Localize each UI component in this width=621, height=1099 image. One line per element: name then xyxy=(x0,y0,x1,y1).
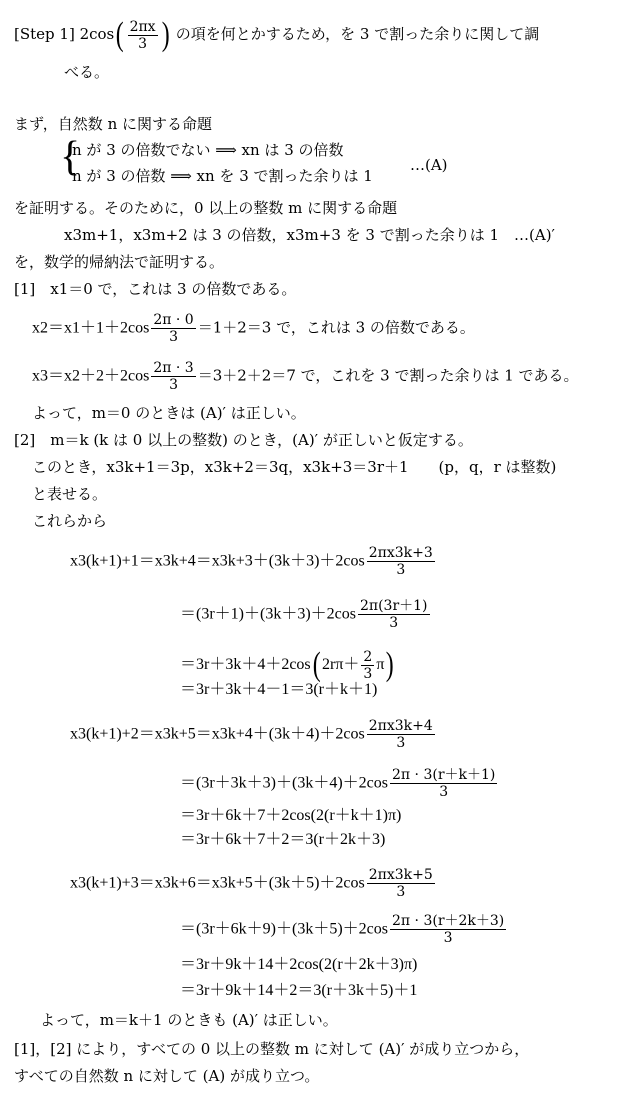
proposition-A-prime: x3m+1，x3m+2 は 3 の倍数，x3m+3 を 3 で割った余りは 1 …(A)′ xyxy=(64,226,555,244)
equation-block2-line2: ＝(3r＋3k＋3)＋(3k＋4)＋2cos $\frac{2\pi \cdot 3(r+k+1)}{3}$ xyxy=(180,767,496,800)
open-paren: ( xyxy=(115,16,124,53)
fraction: $\frac{2\pi x3k+3}{3}$ xyxy=(368,545,433,578)
fraction: $\frac{2\pi \cdot 3(r+2k+3)}{3}$ xyxy=(391,913,505,946)
fraction: $\frac{2\pi \cdot 3}{3}$ xyxy=(153,360,194,393)
equation-block2-line3: ＝3r＋6k＋7＋2cos(2(r＋k＋1)π) xyxy=(180,807,402,824)
close-paren: ) xyxy=(161,16,170,53)
text-line: と表せる。 xyxy=(32,485,108,503)
heading-text: の項を何とかするため， xyxy=(175,25,341,43)
proposition-line: n が 3 の倍数でない ⟹ xn は 3 の倍数 xyxy=(72,141,344,159)
text-line: べる。 xyxy=(64,63,110,81)
fraction: $\frac{2\pi x3k+4}{3}$ xyxy=(368,718,433,751)
equation-block2-line1: x3(k+1)+2＝x3k+5＝x3k+4＋(3k＋4)＋2cos $\frac{2\pi x3k+4}{3}$ xyxy=(70,718,433,751)
fraction: $\frac{2\pi \cdot 3(r+k+1)}{3}$ xyxy=(391,767,496,800)
equation-block3-line2: ＝(3r＋6k＋9)＋(3k＋5)＋2cos $\frac{2\pi \cdot 3(r+2k+3)}{3}$ xyxy=(180,913,505,946)
text-line: このとき，x3k+1＝3p，x3k+2＝3q，x3k+3＝3r＋1 (p，q，r は整数) xyxy=(32,458,557,476)
step-heading xyxy=(14,18,539,52)
equation-block3-line1: x3(k+1)+3＝x3k+6＝x3k+5＋(3k＋5)＋2cos $\frac{2\pi x3k+5}{3}$ xyxy=(70,867,433,900)
equation-x2: x2＝x1＋1＋2cos $\frac{2\pi \cdot 0}{3}$ ＝1＋2＝3 で，これは 3 の倍数である。 xyxy=(32,312,475,345)
fraction: $\frac{2}{3}$ xyxy=(363,648,373,682)
fraction: $\frac{2\pi(3r+1)}{3}$ xyxy=(359,598,428,631)
text-line: これらから xyxy=(32,512,108,530)
equation-block2-line4: ＝3r＋6k＋7＋2＝3(r＋2k＋3) xyxy=(180,831,386,848)
label-A: …(A) xyxy=(410,156,448,174)
equation-block1-line4: ＝3r＋3k＋4－1＝3(r＋k＋1) xyxy=(180,681,378,698)
equation-x3: x3＝x2＋2＋2cos $\frac{2\pi \cdot 3}{3}$ ＝3＋2＋2＝7 で，これを 3 で割った余りは 1 である。 xyxy=(32,360,579,393)
text-line: を，数学的帰納法で証明する。 xyxy=(14,253,225,271)
conclusion-line: すべての自然数 n に対して (A) が成り立つ。 xyxy=(14,1067,320,1085)
conclusion-line: [1]，[2] により，すべての 0 以上の整数 m に対して (A)′ が成り立つから， xyxy=(14,1040,530,1058)
equation-block1-line2: ＝(3r＋1)＋(3k＋3)＋2cos $\frac{2\pi(3r+1)}{3}$ xyxy=(180,598,428,631)
text-line: [2] m＝k (k は 0 以上の整数) のとき，(A)′ が正しいと仮定する。 xyxy=(14,431,473,449)
step-label: [Step 1] 2cos xyxy=(14,25,115,43)
fraction: $\frac{2\pi x3k+5}{3}$ xyxy=(368,867,433,900)
proposition-line: n が 3 の倍数 ⟹ xn を 3 で割った余りは 1 xyxy=(72,167,373,185)
text-line: まず，自然数 n に関する命題 xyxy=(14,115,212,133)
equation-block1-line1: x3(k+1)+1＝x3k+4＝x3k+3＋(3k＋3)＋2cos $\frac{2\pi x3k+3}{3}$ xyxy=(70,545,433,578)
text-line: よって，m＝k＋1 のときも (A)′ は正しい。 xyxy=(40,1011,338,1029)
fraction-2pi-xn: $\frac{2\pi x}{3}$ xyxy=(129,18,156,52)
equation-block3-line3: ＝3r＋9k＋14＋2cos(2(r＋2k＋3)π) xyxy=(180,956,418,973)
heading-text-2: を 3 で割った余りに関して調 xyxy=(340,25,540,43)
text-line: よって，m＝0 のときは (A)′ は正しい。 xyxy=(32,404,306,422)
equation-block1-line3: ＝3r＋3k＋4＋2cos( 2rπ＋ $\frac{2}{3}$ π) xyxy=(180,646,395,683)
fraction: $\frac{2\pi \cdot 0}{3}$ xyxy=(153,312,194,345)
text-line: を証明する。そのために，0 以上の整数 m に関する命題 xyxy=(14,199,398,217)
text-line: [1] x1＝0 で，これは 3 の倍数である。 xyxy=(14,280,297,298)
equation-block3-line4: ＝3r＋9k＋14＋2＝3(r＋3k＋5)＋1 xyxy=(180,982,418,999)
brace: { xyxy=(60,134,81,180)
